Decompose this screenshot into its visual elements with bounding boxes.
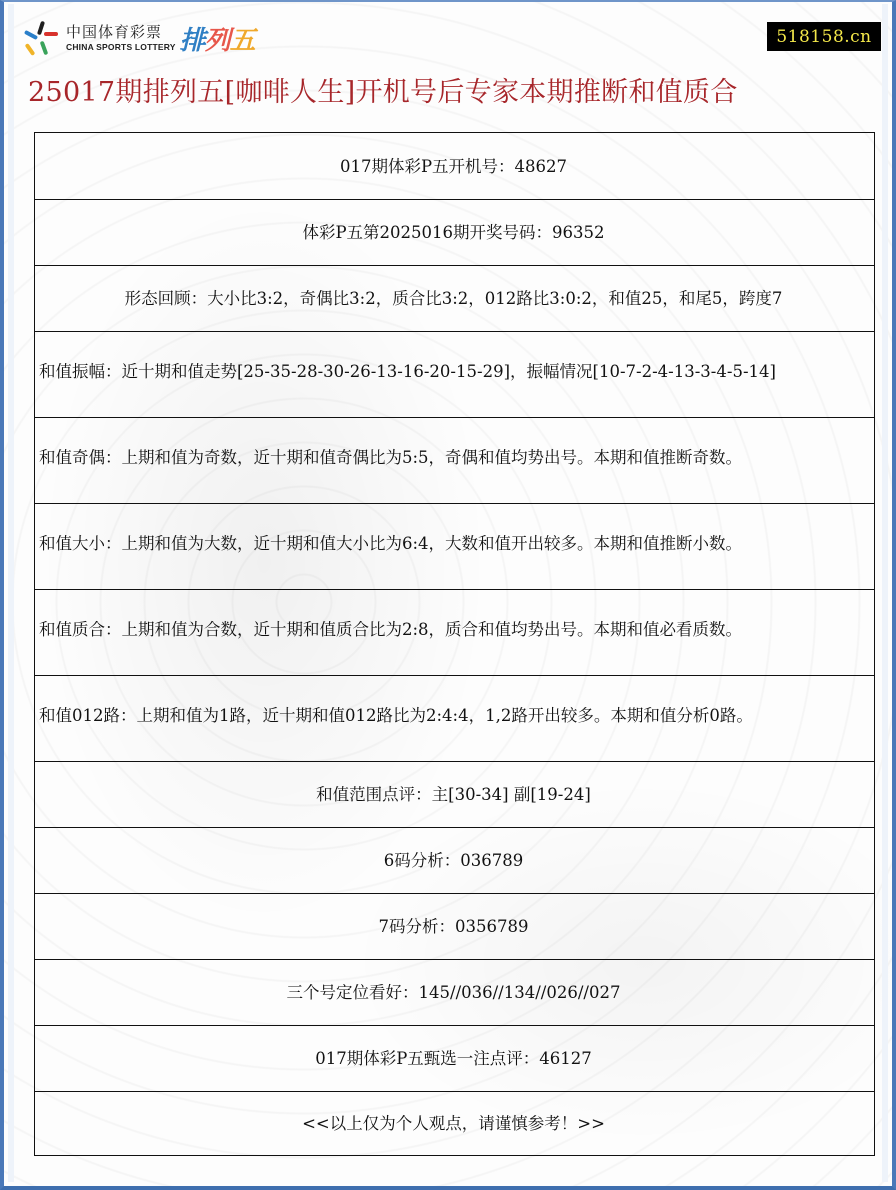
table-row-selected-pick [35, 1025, 874, 1091]
row-text: 和值振幅：近十期和值走势[25-35-28-30-26-13-16-20-15-29]，振幅情况[10-7-2-4-13-3-4-5-14] [39, 362, 776, 381]
table-row-sum-012-route [35, 675, 874, 761]
lottery-logo [22, 18, 255, 58]
row-text: 017期体彩P五开机号：48627 [339, 156, 568, 176]
game-char-2: 列 [204, 25, 230, 56]
row-text: 形态回顾：大小比3:2，奇偶比3:2，质合比3:2，012路比3:0:2，和值25，和尾5，跨度7 [124, 289, 783, 308]
logo-cn-text: 中国体育彩票 [66, 22, 163, 41]
table-row-pattern-review [35, 265, 874, 331]
prediction-table [34, 132, 875, 1156]
site-badge: 518158.cn [767, 22, 881, 51]
row-text: <<以上仅为个人观点，请谨慎参考！>> [302, 1114, 605, 1133]
row-text: 017期体彩P五甄选一注点评：46127 [315, 1049, 592, 1068]
row-text: 体彩P五第2025016期开奖号码：96352 [302, 223, 605, 242]
row-text: 和值奇偶：上期和值为奇数，近十期和值奇偶比为5:5，奇偶和值均势出号。本期和值推断奇数。 [39, 448, 743, 467]
row-text: 和值范围点评：主[30-34] 副[19-24] [316, 785, 591, 804]
logo-en-text: CHINA SPORTS LOTTERY [66, 41, 176, 52]
table-row-sum-odd-even [35, 417, 874, 503]
table-row-disclaimer [35, 1091, 874, 1155]
table-row-sum-big-small [35, 503, 874, 589]
page-title: 25017期排列五[咖啡人生]开机号后专家本期推断和值质合 [28, 77, 738, 108]
row-text: 三个号定位看好：145//036//134//026//027 [286, 983, 621, 1002]
row-text: 7码分析：0356789 [378, 917, 529, 936]
row-text: 和值012路：上期和值为1路，近十期和值012路比为2:4:4，1,2路开出较多。本期和值分析0路。 [39, 706, 753, 725]
china-sports-lottery-logo-icon [22, 19, 60, 57]
game-char-1: 排 [179, 25, 205, 56]
table-row-sum-range [35, 761, 874, 827]
game-char-3: 五 [229, 25, 255, 56]
table-row-sum-prime-composite [35, 589, 874, 675]
row-text: 和值大小：上期和值为大数，近十期和值大小比为6:4，大数和值开出较多。本期和值推断小数。 [39, 534, 743, 553]
game-name-logo [180, 20, 255, 57]
header [4, 2, 896, 64]
table-row-open-number [35, 133, 874, 199]
table-row-sum-amplitude [35, 331, 874, 417]
logo-text [66, 22, 176, 52]
table-row-last-draw [35, 199, 874, 265]
table-row-position-picks [35, 959, 874, 1025]
table-row-7-code [35, 893, 874, 959]
table-row-6-code [35, 827, 874, 893]
row-text: 6码分析：036789 [383, 851, 524, 870]
row-text: 和值质合：上期和值为合数，近十期和值质合比为2:8，质合和值均势出号。本期和值必看质数。 [39, 620, 743, 639]
